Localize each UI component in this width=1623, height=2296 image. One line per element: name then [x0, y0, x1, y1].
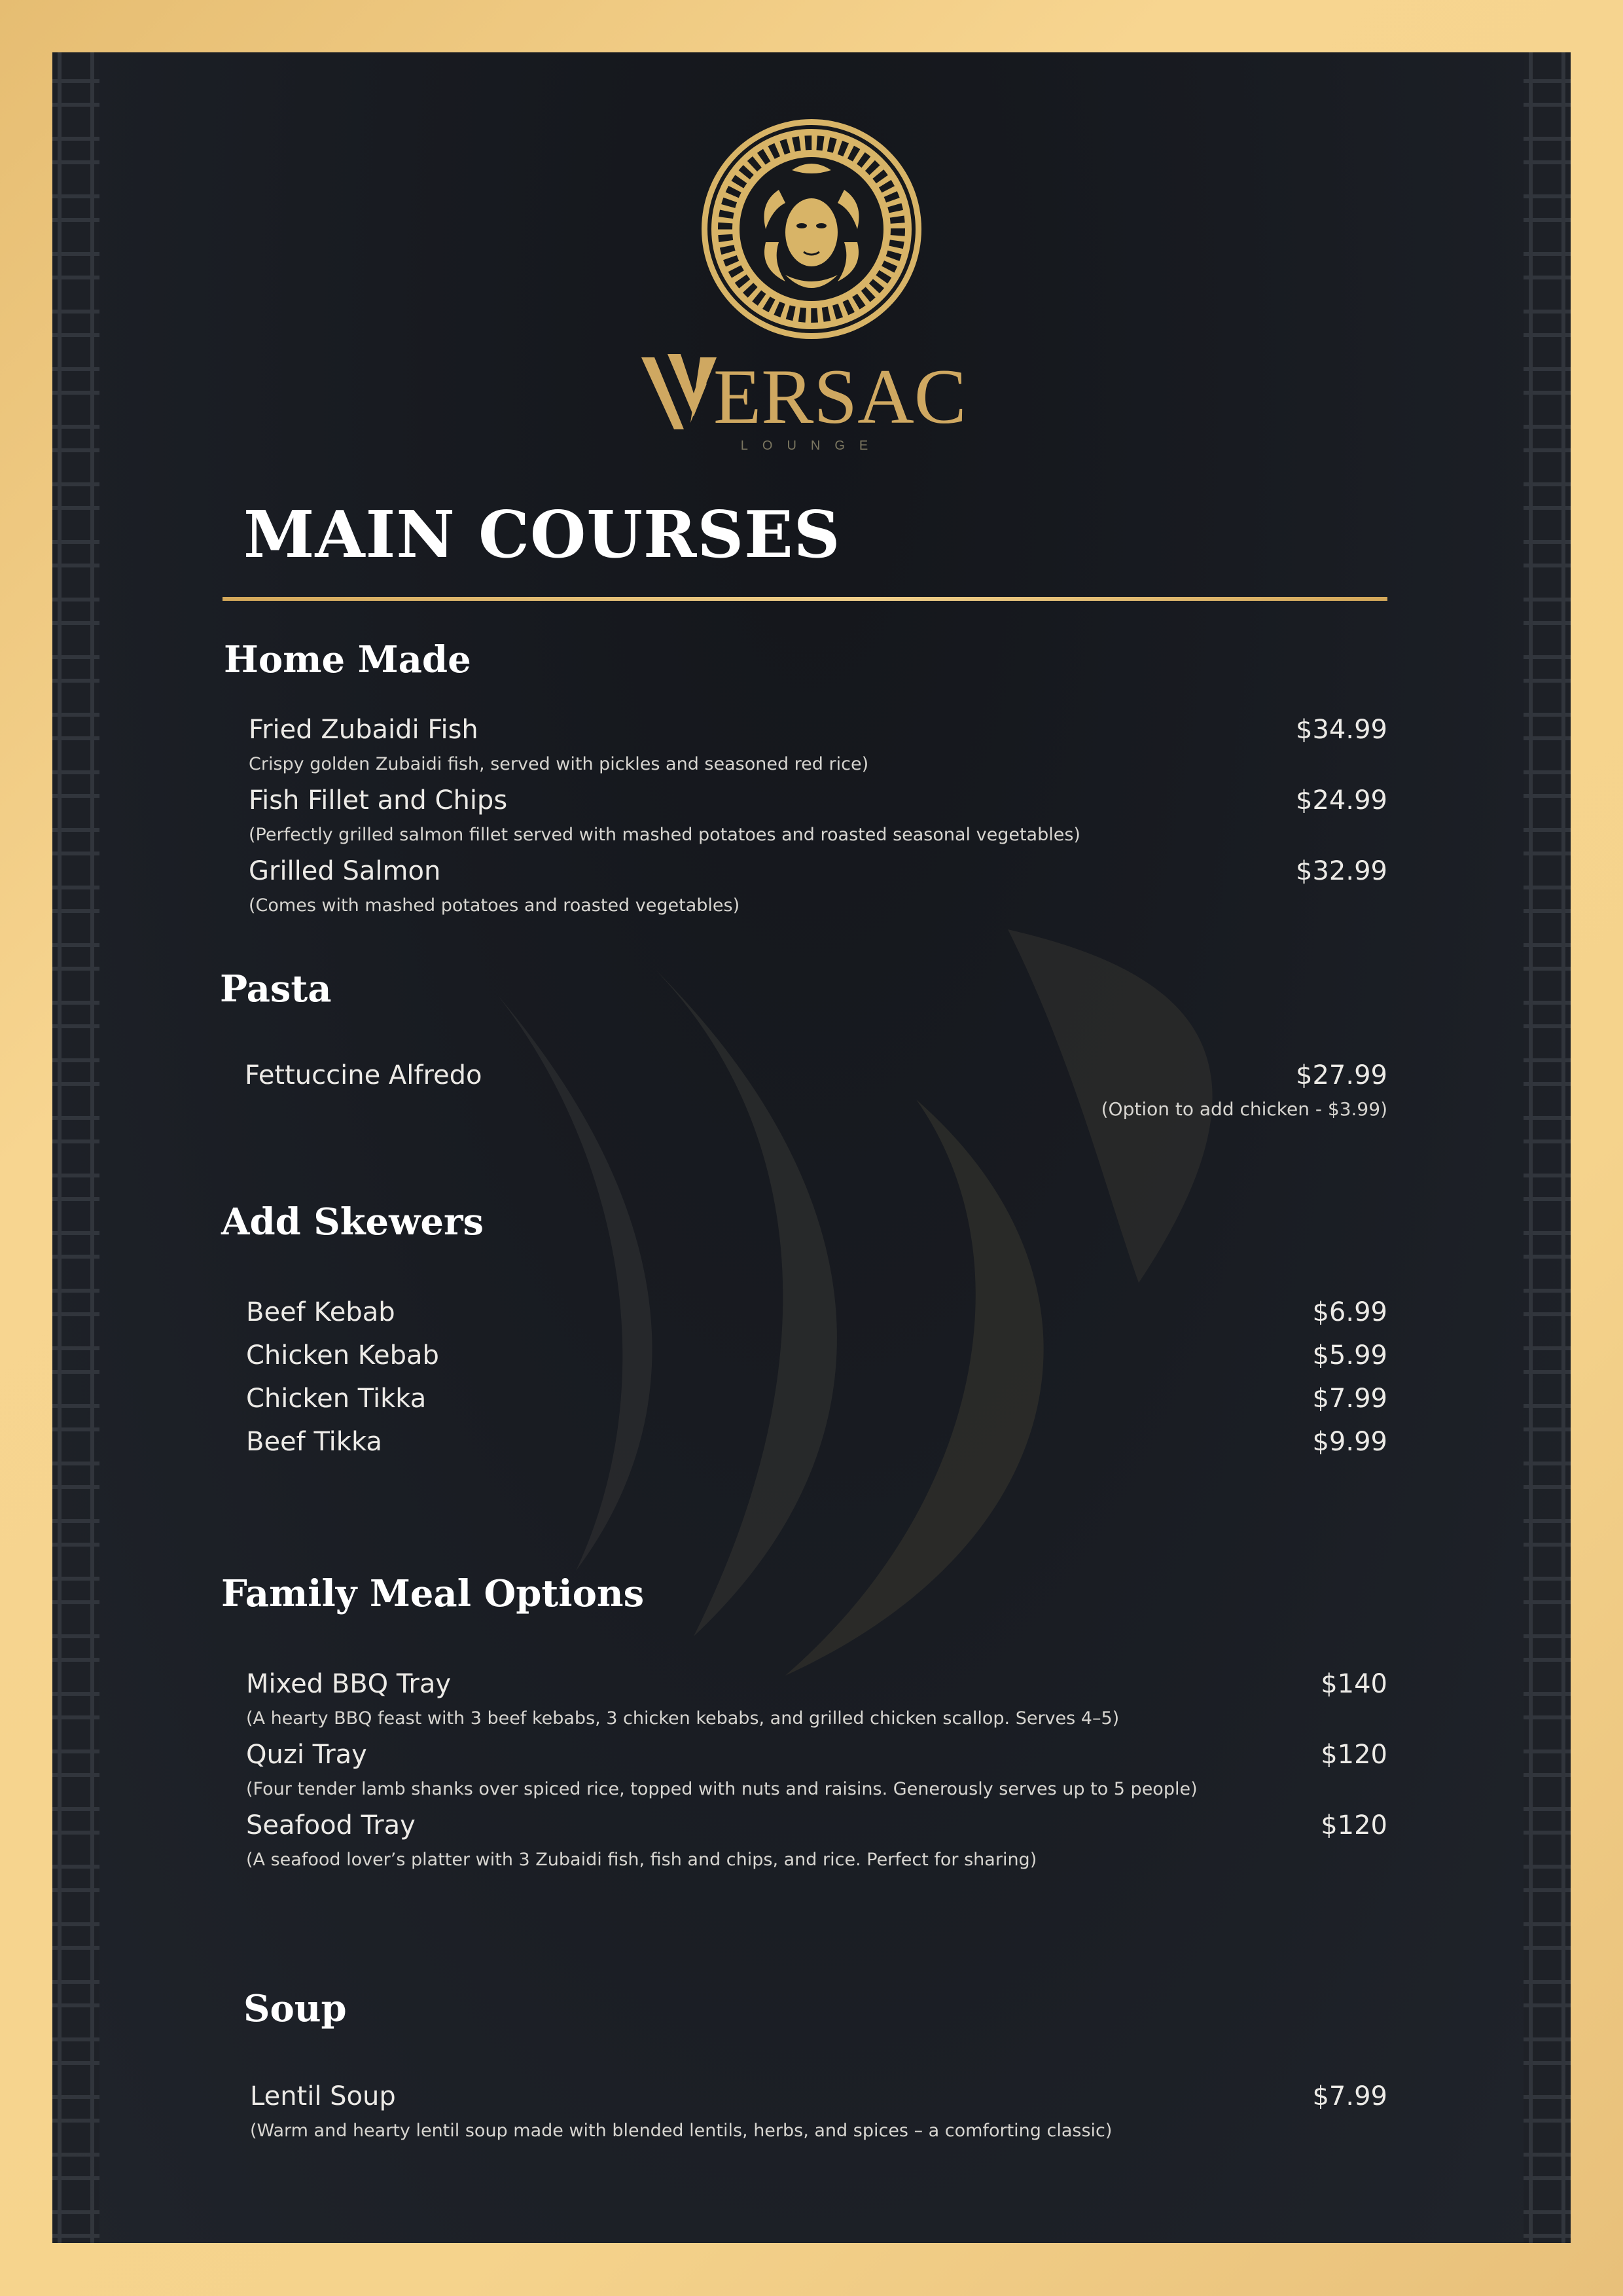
- menu-item-name: Chicken Kebab: [246, 1340, 439, 1371]
- menu-item-name: Chicken Tikka: [246, 1384, 427, 1414]
- menu-item-price: $32.99: [1296, 856, 1387, 886]
- menu-panel: [52, 52, 1571, 2243]
- menu-item-price: $34.99: [1296, 715, 1387, 745]
- menu-item-desc: Crispy golden Zubaidi fish, served with pickles and seasoned red rice): [249, 754, 869, 774]
- medusa-medallion-icon: [700, 118, 923, 340]
- menu-item-name: Grilled Salmon: [249, 856, 441, 886]
- section-title-soup: Soup: [243, 1987, 347, 2030]
- menu-item-name: Quzi Tray: [246, 1740, 367, 1770]
- menu-item-price: $120: [1321, 1810, 1387, 1840]
- menu-item-price: $5.99: [1312, 1340, 1387, 1371]
- menu-item-desc: (A hearty BBQ feast with 3 beef kebabs, 3 chicken kebabs, and grilled chicken scallop. Serves 4–5): [246, 1708, 1120, 1729]
- section-title-family: Family Meal Options: [221, 1572, 645, 1615]
- menu-item-price: $6.99: [1312, 1297, 1387, 1327]
- menu-item-name: Fried Zubaidi Fish: [249, 715, 478, 745]
- page-title: MAIN COURSES: [243, 497, 841, 573]
- menu-item-desc: (Four tender lamb shanks over spiced rice, topped with nuts and raisins. Generously serves up to 5 people): [246, 1779, 1198, 1799]
- menu-item-desc: (Perfectly grilled salmon fillet served with mashed potatoes and roasted seasonal vegetables): [249, 825, 1080, 845]
- menu-item-desc: (A seafood lover’s platter with 3 Zubaidi fish, fish and chips, and rice. Perfect for sharing): [246, 1850, 1037, 1870]
- menu-item-note: (Option to add chicken - $3.99): [1101, 1098, 1387, 1120]
- section-title-skewers: Add Skewers: [221, 1200, 484, 1244]
- menu-item-name: Lentil Soup: [250, 2081, 396, 2111]
- menu-item-price: $7.99: [1312, 1384, 1387, 1414]
- menu-item-price: $24.99: [1296, 785, 1387, 816]
- menu-item-name: Fettuccine Alfredo: [245, 1060, 482, 1090]
- menu-item-name: Seafood Tray: [246, 1810, 416, 1840]
- menu-item-name: Beef Tikka: [246, 1427, 382, 1457]
- menu-item-price: $27.99: [1296, 1060, 1387, 1090]
- menu-item-name: Mixed BBQ Tray: [246, 1669, 452, 1699]
- menu-item-price: $7.99: [1312, 2081, 1387, 2111]
- section-title-pasta: Pasta: [220, 967, 332, 1011]
- menu-item-price: $140: [1321, 1669, 1387, 1699]
- menu-item-desc: (Warm and hearty lentil soup made with blended lentils, herbs, and spices – a comforting classic): [250, 2121, 1113, 2141]
- flame-watermark-icon: [419, 916, 1361, 1767]
- versac-wordmark: [635, 344, 988, 436]
- menu-item-name: Fish Fillet and Chips: [249, 785, 508, 816]
- menu-item-desc: (Comes with mashed potatoes and roasted vegetables): [249, 895, 740, 916]
- menu-item-price: $120: [1321, 1740, 1387, 1770]
- title-divider: [223, 597, 1387, 601]
- logo-area: [52, 118, 1571, 454]
- brand-sub: LOUNGE: [740, 439, 883, 453]
- brand-name: ERSAC: [713, 353, 967, 436]
- menu-item-price: $9.99: [1312, 1427, 1387, 1457]
- menu-item-name: Beef Kebab: [246, 1297, 395, 1327]
- section-title-home-made: Home Made: [224, 638, 471, 681]
